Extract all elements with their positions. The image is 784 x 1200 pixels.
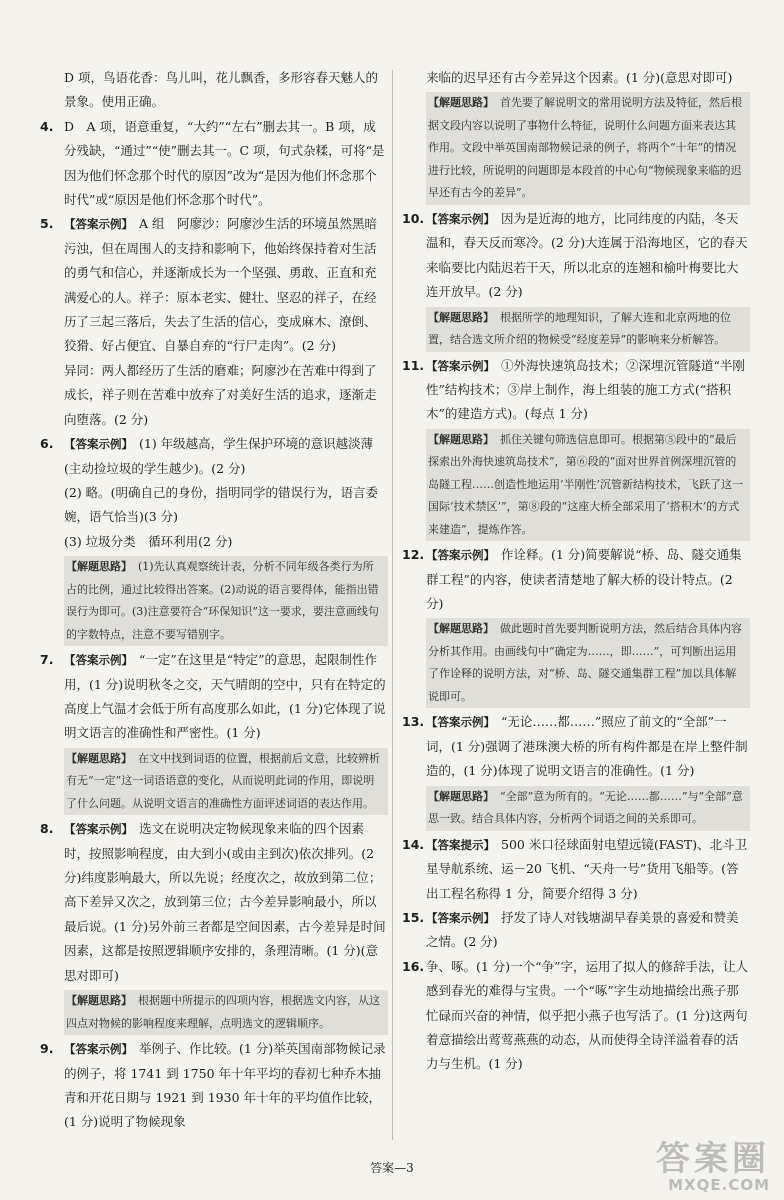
answer-text: 抒发了诗人对钱塘湖早春美景的喜爱和赞美之情。(2 分) <box>426 909 739 950</box>
solution-box <box>64 556 388 646</box>
solution-text: 抓住关键句筛选信息即可。根据第⑤段中的“最后探索出外海快速筑岛技术”，第⑥段的“面对世界首例深埋沉管的岛隧工程……创造性地运用‘半刚性’沉管新结构技术，飞跃了这一国际‘技术禁区’”，第⑧段的“这座大桥全部采用了‘搭积木’的方式来建造”，提炼作答。 <box>428 432 743 536</box>
solution-box <box>64 748 388 816</box>
question-9 <box>40 1037 388 1135</box>
answer-tag: 【答案示例】 <box>64 1042 133 1057</box>
answer-tag: 【答案示例】 <box>64 437 133 452</box>
solution-box <box>426 429 750 542</box>
answer-text: A 组 阿廖沙：阿廖沙生活的环境虽然黑暗污浊，但在周围人的支持和影响下，他始终保持着对生活的勇气和信心，并逐渐成长为一个坚强、勇敢、正直和充满爱心的人。祥子：原本老实、健壮、坚忍的祥子，在经历了三起三落后，失去了生活的信心，变成麻木、潦倒、狡猾、好占便宜、自暴自弃的“行尸走肉”。(2 分) <box>64 216 378 354</box>
answer-tag: 【答案示例】 <box>64 822 133 837</box>
answer-tag: 【答案示例】 <box>426 358 495 373</box>
question-number: 14. <box>402 836 425 852</box>
answer-text: 作诠释。(1 分)简要解说“桥、岛、隧交通集群工程”的内容，使读者清楚地了解大桥的设计特点。(2 分) <box>426 547 742 612</box>
solution-tag: 【解题思路】 <box>428 622 494 636</box>
solution-box <box>426 307 750 352</box>
answer-tag: 【答案示例】 <box>426 548 495 563</box>
question-11 <box>402 354 750 427</box>
solution-tag: 【解题思路】 <box>428 310 494 324</box>
question-number: 12. <box>402 547 425 563</box>
question-4 <box>40 115 388 213</box>
question-number: 10. <box>402 210 425 226</box>
answer-text: 选文在说明决定物候现象来临的四个因素时，按照影响程度，由大到小(或由主到次)依次排列。(2 分)纬度影响最大，所以先说；经度次之，故放到第二位；高下差异又次之，放到第三位；古今差异影响最小，所以最后说。(1 分)另外前三者都是空间因素，古今差异是时间因素，这都是按照逻辑顺序安排的，条理清晰。(1 分)(意思对即可) <box>64 821 386 983</box>
question-number: 16. <box>402 958 425 974</box>
solution-tag: 【解题思路】 <box>428 789 494 803</box>
question-10 <box>402 207 750 305</box>
solution-box <box>426 92 750 205</box>
question-number: 6. <box>40 436 54 452</box>
question-number: 13. <box>402 714 425 730</box>
question-number: 9. <box>40 1041 54 1057</box>
solution-text: (1)先认真观察统计表，分析不同年级各类行为所占的比例，通过比较得出答案。(2)动说的语言要得体，能指出错误行为即可。(3)注意要符合“环保知识”这一要求，要注意画线句的字数特点，注意不要写错别字。 <box>66 560 379 641</box>
solution-tag: 【解题思路】 <box>66 751 132 765</box>
question-number: 11. <box>402 357 425 373</box>
left-column <box>40 66 388 1135</box>
answer-text: 异同：两人都经历了生活的磨难；阿廖沙在苦难中得到了成长，祥子则在苦难中放弃了对美好生活的追求，逐渐走向堕落。(2 分) <box>64 362 377 427</box>
question-number: 15. <box>402 909 425 925</box>
solution-tag: 【解题思路】 <box>428 96 494 110</box>
answer-tag: 【答案示例】 <box>64 217 133 232</box>
watermark-line2: MXQE.COM <box>668 1176 770 1194</box>
question-16 <box>402 955 750 1077</box>
answer-text: 争、啄。(1 分)一个“争”字，运用了拟人的修辞手法，让人感到春光的难得与宝贵。一个“啄”字生动地描绘出燕子那忙碌而兴奋的神情，似乎把小燕子也写活了。(1 分)这两句着意描绘出莺莺燕燕的动态，从而使得全诗洋溢着春的活力与生机。(1 分) <box>426 958 748 1072</box>
question-14 <box>402 833 750 906</box>
solution-text: 根据题中所提示的四项内容，根据选文内容，从这四点对物候的影响程度来理解，点明选文的逻辑顺序。 <box>66 994 380 1030</box>
solution-text: 根据所学的地理知识，了解大连和北京两地的位置，结合选文所介绍的物候受“经度差异”的影响来分析解答。 <box>428 310 731 347</box>
answer-tag: 【答案示例】 <box>426 211 495 226</box>
watermark-logo <box>656 1131 770 1194</box>
answer-tag: 【答案提示】 <box>426 837 495 852</box>
question-6 <box>40 432 388 481</box>
answer-tag: 【答案示例】 <box>64 653 133 668</box>
solution-tag: 【解题思路】 <box>66 994 132 1008</box>
solution-text: 首先要了解说明文的常用说明方法及特征，然后根据文段内容以说明了事物什么特征，说明什么问题方面来表达其作用。文段中举英国南部物候记录的例子，将两个“十年”的情况进行比较，所说明的问题即是本段首的中心句“物候现象来临的迟早还有古今的差异”。 <box>428 96 742 200</box>
answer-text: “一定”在这里是“特定”的意思，起限制性作用，(1 分)说明秋冬之交，天气晴朗的空中，只有在特定的高度上气温才会低于所有高度那么如此，(1 分)它体现了说明文语言的准确性和严密性。(1 分) <box>64 652 386 741</box>
question-5 <box>40 212 388 358</box>
answer-text: (1) 年级越高，学生保护环境的意识越淡薄(主动捡垃圾的学生越少)。(2 分) <box>64 436 374 476</box>
q9-continuation: 来临的迟早还有古今差异这个因素。(1 分)(意思对即可) <box>426 70 733 85</box>
answer-text: ①外海快速筑岛技术；②深埋沉管隧道“半刚性”结构技术；③岸上制作，海上组装的施工方式(“搭积木”的建造方式)。(每点 1 分) <box>426 357 745 422</box>
answer-text: (2) 略。(明确自己的身份，指明同学的错误行为，语言委婉，语气恰当)(3 分) <box>64 484 379 525</box>
right-column <box>402 66 750 1077</box>
answer-text: (3) 垃圾分类 循环利用(2 分) <box>64 533 233 549</box>
column-divider <box>392 70 393 1140</box>
question-15 <box>402 906 750 955</box>
question-13 <box>402 710 750 783</box>
solution-box <box>64 990 388 1035</box>
solution-tag: 【解题思路】 <box>428 432 494 446</box>
answer-text: 因为是近海的地方，比同纬度的内陆，冬天温和，春天反而寒冷。(2 分)大连属于沿海地区，它的春天来临要比内陆迟若干天，所以北京的连翘和榆叶梅要比大连开放早。(2 分) <box>426 210 748 300</box>
answer-tag: 【答案示例】 <box>426 715 495 730</box>
solution-text: “全部”意为所有的。“无论……都……”与“全部”意思一致。结合具体内容，分析两个词语之间的关系即可。 <box>428 789 743 826</box>
answer-text: 举例子、作比较。(1 分)举英国南部物候记录的例子，将 1741 到 1750 年十年平均的春初七种乔木抽青和开花日期与 1921 到 1930 年十年的平均值作比较，(1 分)说明了物候现象 <box>64 1041 386 1130</box>
question-7 <box>40 648 388 746</box>
answer-text: “无论……都……”照应了前文的“全部”一词，(1 分)强调了港珠澳大桥的所有构件都是在岸上整件制造的，(1 分)体现了说明文语言的准确性。(1 分) <box>426 714 748 779</box>
solution-box <box>426 618 750 708</box>
answer-text: D A 项，语意重复，“大约”“左右”删去其一。B 项，成分残缺，“通过”“使”删去其一。C 项，句式杂糅，可将“是因为他们怀念那个时代的原因”改为“是因为他们怀念那个时代”或“原因是他们怀念那个时代”。 <box>64 118 385 208</box>
question-12 <box>402 543 750 616</box>
solution-text: 做此题时首先要判断说明方法，然后结合具体内容分析其作用。由画线句中“确定为……，即……”，可判断出运用了作诠释的说明方法，对“桥、岛、隧交通集群工程”加以具体解说即可。 <box>428 622 742 703</box>
question-number: 4. <box>40 118 54 134</box>
answer-tag: 【答案示例】 <box>426 910 495 925</box>
watermark-line1: 答案圈 <box>656 1139 770 1179</box>
solution-tag: 【解题思路】 <box>66 560 132 574</box>
solution-text: 在文中找到词语的位置，根据前后文意，比较辨析有无“一定”这一词语语意的变化，从而说明此词的作用，即说明了什么问题。从说明文语言的准确性方面评述词语的表达作用。 <box>66 751 380 810</box>
answer-text: 500 米口径球面射电望远镜(FAST)、北斗卫星导航系统、运－20 飞机、“天舟一号”货用飞船等。(答出工程名称得 1 分，简要介绍得 3 分) <box>426 836 748 901</box>
solution-box <box>426 786 750 831</box>
q3-d-continuation: D 项，鸟语花香：鸟儿叫，花儿飘香，多形容春天魅人的景象。使用正确。 <box>64 70 378 110</box>
question-8 <box>40 817 388 988</box>
question-number: 5. <box>40 216 54 232</box>
question-number: 7. <box>40 652 54 668</box>
question-number: 8. <box>40 821 54 837</box>
page-footer: 答案—3 <box>370 1161 414 1175</box>
